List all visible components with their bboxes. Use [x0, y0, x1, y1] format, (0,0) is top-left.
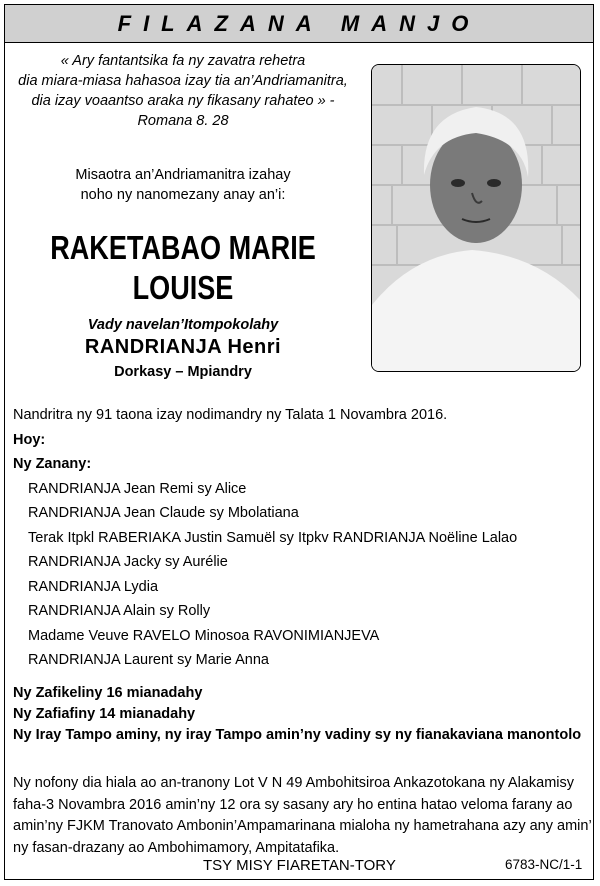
children-label: Ny Zanany: — [13, 456, 92, 472]
funeral-line: amin’ny FJKM Tranovato Ambonin’Ampamarinana mialoha ny hametrahana azy any amin’ — [13, 818, 592, 834]
funeral-line: faha-3 Novambra 2016 amin’ny 12 ora sy sasany ary ho entina hatao veloma farany ao — [13, 796, 573, 813]
spouse-label: Vady navelan’Itompokolahy — [87, 317, 279, 333]
child-entry: Madame Veuve RAVELO Minosoa RAVONIMIANJEVA — [28, 627, 380, 644]
quote-line: Romana 8. 28 — [137, 113, 229, 129]
child-entry: RANDRIANJA Lydia — [28, 578, 159, 595]
spouse-name: RANDRIANJA Henri — [84, 336, 282, 358]
child-entry: RANDRIANJA Jacky sy Aurélie — [28, 554, 228, 570]
child-entry: RANDRIANJA Jean Claude sy Mbolatiana — [28, 505, 299, 521]
grandchildren: Ny Zafikeliny 16 mianadahy — [13, 684, 203, 701]
reference-number: 6783-NC/1-1 — [505, 857, 583, 872]
deceased-name — [44, 228, 323, 308]
child-entry: RANDRIANJA Alain sy Rolly — [28, 603, 211, 619]
funeral-details — [13, 773, 592, 859]
child-entry: Terak Itpkl RABERIAKA Justin Samuël sy Itpkv RANDRIANJA Noëline Lalao — [28, 529, 518, 546]
obituary-notice — [4, 4, 594, 880]
quote-line: « Ary fantantsika fa ny zavatra rehetra — [60, 53, 306, 69]
family-details — [13, 403, 583, 746]
portrait-photo-icon — [372, 65, 580, 371]
child-entry: RANDRIANJA Laurent sy Marie Anna — [28, 652, 269, 668]
portrait-photo — [371, 64, 581, 372]
hoy-label: Hoy: — [13, 431, 46, 448]
deceased-name-line: RAKETABAO MARIE — [50, 229, 316, 266]
thanks-text — [13, 165, 353, 205]
notice-title: FILAZANA MANJO — [5, 5, 593, 43]
quote-line: dia izay voaantso araka ny fikasany rahateo » - — [31, 93, 335, 109]
quote-line: dia miara-miasa hahasoa izay tia an’Andriamanitra, — [18, 73, 348, 89]
relatives: Ny Iray Tampo aminy, ny iray Tampo amin’ny vadiny sy ny fianakaviana manontolo — [13, 726, 582, 743]
great-grandchildren: Ny Zafiafiny 14 mianadahy — [13, 705, 196, 722]
church-role: Dorkasy – Mpiandry — [114, 364, 252, 380]
funeral-line: ny fasan-drazany ao Ambohimamory, Ampitatafika. — [13, 839, 340, 856]
funeral-line: Ny nofony dia hiala ao an-tranony Lot V N 49 Ambohitsiroa Ankazotokana ny Alakamisy — [13, 775, 574, 791]
thanks-line: Misaotra an’Andriamanitra izahay — [75, 167, 291, 183]
child-entry: RANDRIANJA Jean Remi sy Alice — [28, 480, 247, 497]
bible-quote — [13, 51, 353, 131]
thanks-line: noho ny nanomezany anay an’i: — [80, 187, 286, 203]
death-announcement: Nandritra ny 91 taona izay nodimandry ny Talata 1 Novambra 2016. — [13, 407, 448, 423]
closing-note: TSY MISY FIARETAN-TORY — [203, 857, 396, 874]
deceased-name-line: LOUISE — [132, 269, 234, 306]
